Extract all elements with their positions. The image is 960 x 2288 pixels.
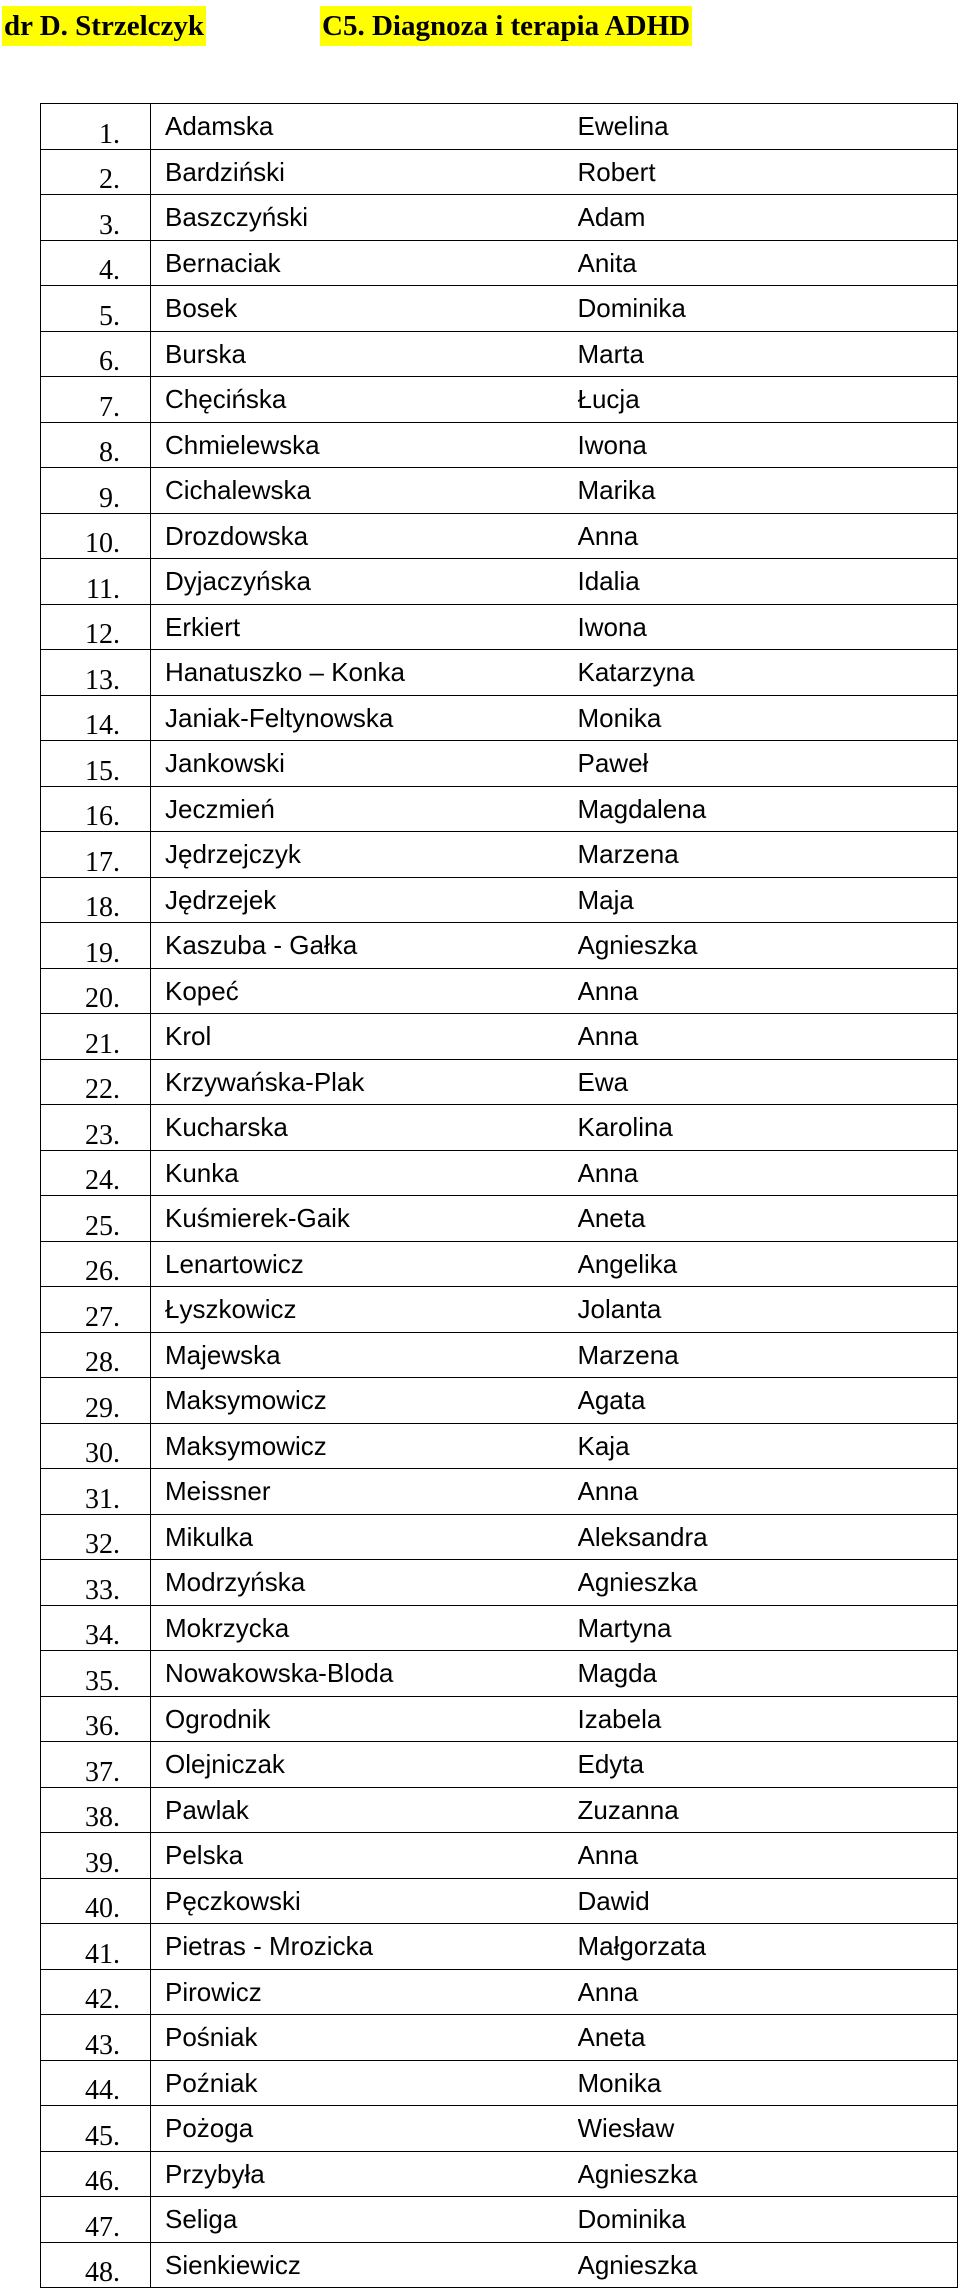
last-name: Seliga: [151, 2197, 578, 2243]
table-row: [41, 650, 958, 696]
last-name: Chęcińska: [151, 377, 578, 423]
row-number: [41, 1787, 151, 1833]
last-name: Kopeć: [151, 968, 578, 1014]
last-name: Janiak-Feltynowska: [151, 695, 578, 741]
last-name: Hanatuszko – Konka: [151, 650, 578, 696]
table-row: [41, 1241, 958, 1287]
row-number-text: 29.: [85, 1392, 120, 1423]
row-number-text: 36.: [85, 1711, 120, 1742]
row-number: [41, 149, 151, 195]
table-row: [41, 1605, 958, 1651]
table-row: [41, 2151, 958, 2197]
first-name: Marzena: [578, 1332, 958, 1378]
first-name: Ewa: [578, 1059, 958, 1105]
row-number: [41, 468, 151, 514]
table-row: [41, 2060, 958, 2106]
row-number-text: 19.: [85, 937, 120, 968]
table-row: [41, 1014, 958, 1060]
table-row: [41, 1150, 958, 1196]
first-name: Adam: [578, 195, 958, 241]
first-name: Agnieszka: [578, 1560, 958, 1606]
table-row: [41, 1469, 958, 1515]
row-number-text: 45.: [85, 2120, 120, 2151]
first-name: Zuzanna: [578, 1787, 958, 1833]
document-header: [2, 6, 902, 46]
table-row: [41, 1378, 958, 1424]
first-name: Iwona: [578, 604, 958, 650]
row-number-text: 12.: [85, 619, 120, 650]
first-name: Aneta: [578, 2015, 958, 2061]
row-number: [41, 604, 151, 650]
table-row: [41, 1059, 958, 1105]
first-name: Aneta: [578, 1196, 958, 1242]
first-name: Marzena: [578, 832, 958, 878]
row-number-text: 24.: [85, 1165, 120, 1196]
last-name: Chmielewska: [151, 422, 578, 468]
row-number-text: 33.: [85, 1574, 120, 1605]
last-name: Cichalewska: [151, 468, 578, 514]
first-name: Marta: [578, 331, 958, 377]
row-number: [41, 1378, 151, 1424]
last-name: Baszczyński: [151, 195, 578, 241]
student-list-body: [41, 104, 958, 2288]
last-name: Jędrzejek: [151, 877, 578, 923]
first-name: Agata: [578, 1378, 958, 1424]
table-row: [41, 741, 958, 787]
last-name: Pietras - Mrozicka: [151, 1924, 578, 1970]
row-number: [41, 377, 151, 423]
last-name: Drozdowska: [151, 513, 578, 559]
last-name: Kunka: [151, 1150, 578, 1196]
first-name: Agnieszka: [578, 2242, 958, 2288]
first-name: Dominika: [578, 286, 958, 332]
row-number: [41, 195, 151, 241]
row-number-text: 2.: [99, 164, 120, 195]
table-row: [41, 559, 958, 605]
row-number-text: 48.: [85, 2257, 120, 2288]
row-number-text: 7.: [99, 391, 120, 422]
last-name: Jędrzejczyk: [151, 832, 578, 878]
first-name: Robert: [578, 149, 958, 195]
row-number-text: 23.: [85, 1119, 120, 1150]
table-row: [41, 1787, 958, 1833]
last-name: Erkiert: [151, 604, 578, 650]
table-row: [41, 1560, 958, 1606]
table-row: [41, 377, 958, 423]
last-name: Burska: [151, 331, 578, 377]
row-number: [41, 1287, 151, 1333]
row-number: [41, 1833, 151, 1879]
row-number: [41, 832, 151, 878]
last-name: Przybyła: [151, 2151, 578, 2197]
row-number: [41, 968, 151, 1014]
table-row: [41, 513, 958, 559]
table-row: [41, 104, 958, 150]
first-name: Izabela: [578, 1696, 958, 1742]
row-number-text: 34.: [85, 1620, 120, 1651]
row-number: [41, 877, 151, 923]
last-name: Adamska: [151, 104, 578, 150]
row-number-text: 9.: [99, 482, 120, 513]
first-name: Wiesław: [578, 2106, 958, 2152]
row-number: [41, 2060, 151, 2106]
row-number-text: 17.: [85, 846, 120, 877]
first-name: Idalia: [578, 559, 958, 605]
row-number-text: 8.: [99, 437, 120, 468]
table-row: [41, 1105, 958, 1151]
first-name: Anna: [578, 968, 958, 1014]
row-number: [41, 2197, 151, 2243]
first-name: Monika: [578, 695, 958, 741]
table-row: [41, 468, 958, 514]
row-number: [41, 1469, 151, 1515]
table-row: [41, 2106, 958, 2152]
row-number: [41, 331, 151, 377]
last-name: Dyjaczyńska: [151, 559, 578, 605]
row-number: [41, 1924, 151, 1970]
first-name: Kaja: [578, 1423, 958, 1469]
row-number-text: 3.: [99, 209, 120, 240]
last-name: Poźniak: [151, 2060, 578, 2106]
first-name: Ewelina: [578, 104, 958, 150]
row-number-text: 13.: [85, 664, 120, 695]
table-row: [41, 331, 958, 377]
first-name: Martyna: [578, 1605, 958, 1651]
row-number: [41, 2015, 151, 2061]
row-number: [41, 650, 151, 696]
last-name: Pirowicz: [151, 1969, 578, 2015]
table-row: [41, 1924, 958, 1970]
first-name: Magdalena: [578, 786, 958, 832]
row-number-text: 30.: [85, 1438, 120, 1469]
row-number-text: 40.: [85, 1893, 120, 1924]
last-name: Krol: [151, 1014, 578, 1060]
first-name: Małgorzata: [578, 1924, 958, 1970]
row-number: [41, 1514, 151, 1560]
last-name: Majewska: [151, 1332, 578, 1378]
table-row: [41, 923, 958, 969]
row-number: [41, 1196, 151, 1242]
row-number: [41, 1696, 151, 1742]
first-name: Paweł: [578, 741, 958, 787]
last-name: Jeczmień: [151, 786, 578, 832]
row-number: [41, 741, 151, 787]
row-number-text: 25.: [85, 1210, 120, 1241]
last-name: Pożoga: [151, 2106, 578, 2152]
row-number-text: 21.: [85, 1028, 120, 1059]
table-row: [41, 832, 958, 878]
last-name: Maksymowicz: [151, 1423, 578, 1469]
table-row: [41, 1287, 958, 1333]
first-name: Edyta: [578, 1742, 958, 1788]
row-number: [41, 1605, 151, 1651]
row-number: [41, 286, 151, 332]
row-number: [41, 1878, 151, 1924]
first-name: Marika: [578, 468, 958, 514]
row-number: [41, 1969, 151, 2015]
row-number: [41, 559, 151, 605]
row-number: [41, 923, 151, 969]
last-name: Maksymowicz: [151, 1378, 578, 1424]
table-row: [41, 1833, 958, 1879]
table-row: [41, 877, 958, 923]
last-name: Łyszkowicz: [151, 1287, 578, 1333]
table-row: [41, 1423, 958, 1469]
row-number-text: 22.: [85, 1074, 120, 1105]
last-name: Pawlak: [151, 1787, 578, 1833]
row-number: [41, 1332, 151, 1378]
first-name: Anna: [578, 1469, 958, 1515]
first-name: Katarzyna: [578, 650, 958, 696]
row-number-text: 15.: [85, 755, 120, 786]
first-name: Anna: [578, 1014, 958, 1060]
table-row: [41, 2015, 958, 2061]
row-number-text: 20.: [85, 983, 120, 1014]
first-name: Anna: [578, 1969, 958, 2015]
table-row: [41, 2242, 958, 2288]
row-number-text: 38.: [85, 1802, 120, 1833]
first-name: Jolanta: [578, 1287, 958, 1333]
student-list-table: [40, 103, 958, 2288]
first-name: Anna: [578, 1833, 958, 1879]
row-number: [41, 2106, 151, 2152]
row-number: [41, 1059, 151, 1105]
first-name: Anita: [578, 240, 958, 286]
row-number: [41, 1014, 151, 1060]
table-row: [41, 195, 958, 241]
row-number: [41, 104, 151, 150]
row-number-text: 35.: [85, 1665, 120, 1696]
row-number: [41, 1560, 151, 1606]
first-name: Monika: [578, 2060, 958, 2106]
last-name: Meissner: [151, 1469, 578, 1515]
row-number: [41, 1742, 151, 1788]
table-row: [41, 2197, 958, 2243]
last-name: Bernaciak: [151, 240, 578, 286]
table-row: [41, 1332, 958, 1378]
table-row: [41, 1742, 958, 1788]
row-number-text: 32.: [85, 1529, 120, 1560]
first-name: Anna: [578, 513, 958, 559]
first-name: Łucja: [578, 377, 958, 423]
row-number-text: 26.: [85, 1256, 120, 1287]
table-row: [41, 695, 958, 741]
table-row: [41, 149, 958, 195]
first-name: Agnieszka: [578, 923, 958, 969]
last-name: Mikulka: [151, 1514, 578, 1560]
row-number: [41, 2242, 151, 2288]
last-name: Kaszuba - Gałka: [151, 923, 578, 969]
last-name: Modrzyńska: [151, 1560, 578, 1606]
last-name: Pęczkowski: [151, 1878, 578, 1924]
row-number-text: 47.: [85, 2211, 120, 2242]
table-row: [41, 1196, 958, 1242]
row-number-text: 16.: [85, 801, 120, 832]
table-row: [41, 1514, 958, 1560]
last-name: Lenartowicz: [151, 1241, 578, 1287]
last-name: Olejniczak: [151, 1742, 578, 1788]
row-number: [41, 1651, 151, 1697]
row-number-text: 37.: [85, 1756, 120, 1787]
last-name: Pelska: [151, 1833, 578, 1879]
row-number-text: 5.: [99, 300, 120, 331]
first-name: Anna: [578, 1150, 958, 1196]
table-row: [41, 286, 958, 332]
row-number: [41, 422, 151, 468]
row-number: [41, 1241, 151, 1287]
row-number-text: 42.: [85, 1984, 120, 2015]
row-number: [41, 1150, 151, 1196]
row-number-text: 39.: [85, 1847, 120, 1878]
row-number-text: 6.: [99, 346, 120, 377]
first-name: Agnieszka: [578, 2151, 958, 2197]
first-name: Dawid: [578, 1878, 958, 1924]
last-name: Nowakowska-Bloda: [151, 1651, 578, 1697]
last-name: Pośniak: [151, 2015, 578, 2061]
row-number-text: 46.: [85, 2166, 120, 2197]
row-number-text: 28.: [85, 1347, 120, 1378]
table-row: [41, 1969, 958, 2015]
first-name: Karolina: [578, 1105, 958, 1151]
row-number-text: 44.: [85, 2075, 120, 2106]
first-name: Magda: [578, 1651, 958, 1697]
teacher-name: dr D. Strzelczyk: [2, 6, 206, 46]
row-number-text: 1.: [99, 118, 120, 149]
last-name: Krzywańska-Plak: [151, 1059, 578, 1105]
first-name: Maja: [578, 877, 958, 923]
table-row: [41, 1651, 958, 1697]
row-number-text: 27.: [85, 1301, 120, 1332]
last-name: Bardziński: [151, 149, 578, 195]
last-name: Bosek: [151, 286, 578, 332]
row-number-text: 11.: [86, 573, 120, 604]
row-number: [41, 1105, 151, 1151]
table-row: [41, 422, 958, 468]
first-name: Iwona: [578, 422, 958, 468]
table-row: [41, 1878, 958, 1924]
last-name: Kuśmierek-Gaik: [151, 1196, 578, 1242]
row-number-text: 4.: [99, 255, 120, 286]
table-row: [41, 604, 958, 650]
last-name: Ogrodnik: [151, 1696, 578, 1742]
last-name: Jankowski: [151, 741, 578, 787]
row-number: [41, 2151, 151, 2197]
row-number: [41, 240, 151, 286]
row-number-text: 41.: [85, 1938, 120, 1969]
row-number: [41, 513, 151, 559]
row-number-text: 43.: [85, 2029, 120, 2060]
last-name: Kucharska: [151, 1105, 578, 1151]
last-name: Sienkiewicz: [151, 2242, 578, 2288]
table-row: [41, 786, 958, 832]
table-row: [41, 1696, 958, 1742]
first-name: Dominika: [578, 2197, 958, 2243]
row-number: [41, 695, 151, 741]
row-number-text: 18.: [85, 892, 120, 923]
row-number: [41, 1423, 151, 1469]
table-row: [41, 968, 958, 1014]
row-number: [41, 786, 151, 832]
first-name: Aleksandra: [578, 1514, 958, 1560]
row-number-text: 14.: [85, 710, 120, 741]
last-name: Mokrzycka: [151, 1605, 578, 1651]
course-title: C5. Diagnoza i terapia ADHD: [320, 6, 692, 46]
row-number-text: 10.: [85, 528, 120, 559]
table-row: [41, 240, 958, 286]
row-number-text: 31.: [85, 1483, 120, 1514]
first-name: Angelika: [578, 1241, 958, 1287]
